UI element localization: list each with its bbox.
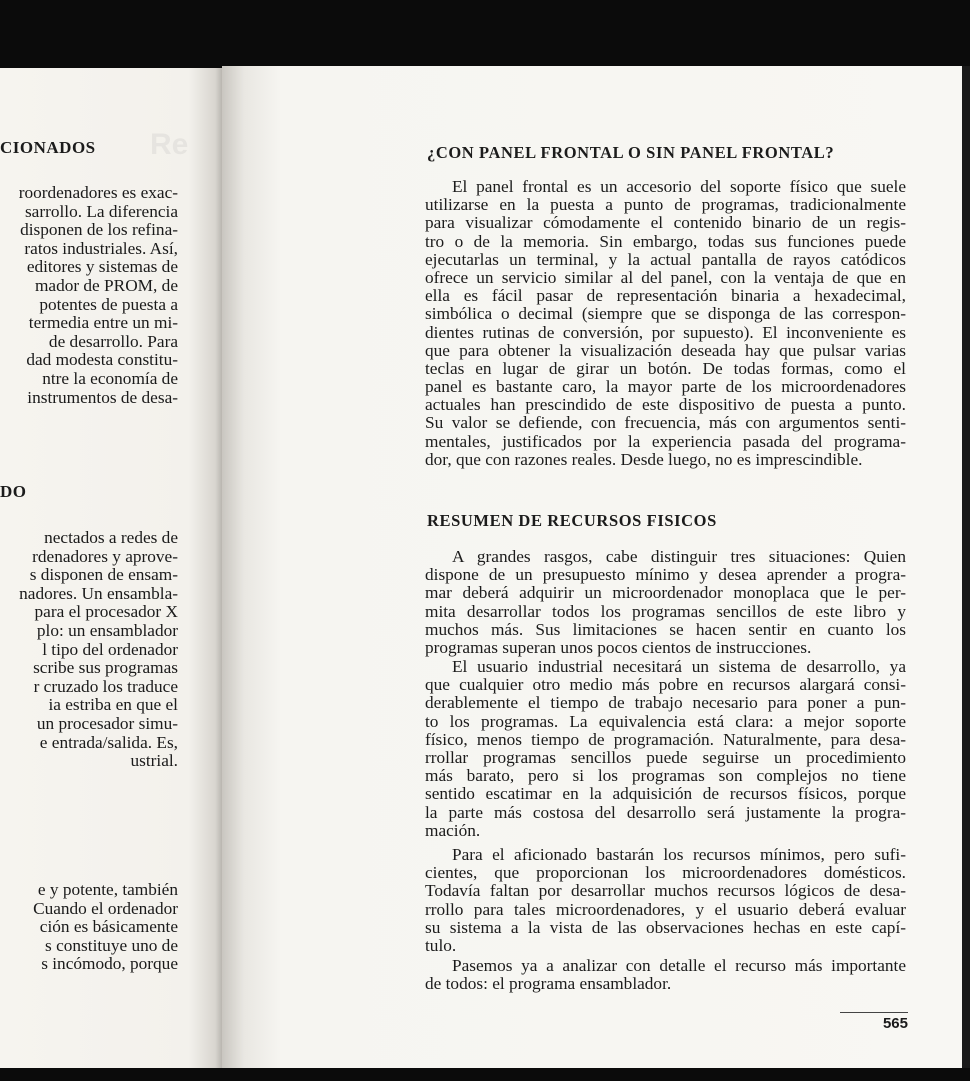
text-line: tro o de la memoria. Sin embargo, todas sus funciones puede: [425, 232, 906, 251]
top-scan-border: [0, 0, 970, 70]
text-line: ción es básicamente: [39, 917, 178, 937]
text-line: mar deberá adquirir un microordenador monoplaca que le per-: [425, 584, 906, 603]
text-line: que para obtener la visualización deseada hay que pulsar varias: [425, 341, 906, 360]
text-line: para el procesador X: [34, 602, 178, 622]
page-number: 565: [882, 1015, 908, 1032]
text-line: Para el aficionado bastarán los recursos mínimos, pero sufi-: [452, 846, 906, 864]
text-line: sentido escatimar en la adquisición de recursos físicos, porque: [425, 785, 906, 804]
left-page: [0, 68, 222, 1068]
text-line: de todos: el programa ensamblador.: [425, 975, 672, 994]
section-heading-recursos-fisicos: RESUMEN DE RECURSOS FISICOS: [427, 511, 717, 530]
text-line: mentales, justificados por la experiencia pasada del programa-: [425, 432, 906, 451]
text-line: tulo.: [425, 936, 457, 955]
text-line: s incómodo, porque: [41, 954, 178, 974]
text-line: ejecutarlas un terminal, y la actual pantalla de rayos catódicos: [425, 250, 906, 269]
left-heading-2: DO: [0, 482, 27, 501]
bleed-through-text: Re: [150, 128, 189, 161]
text-line: e entrada/salida. Es,: [39, 732, 178, 752]
text-line: dientes rutinas de conversión, por supuesto). El inconveniente es: [425, 323, 906, 342]
page-number-rule: [840, 1012, 908, 1013]
text-line: instrumentos de desa-: [27, 387, 178, 407]
section-heading-panel-frontal: ¿CON PANEL FRONTAL O SIN PANEL FRONTAL?: [427, 143, 835, 162]
text-line: plo: un ensamblador: [36, 621, 178, 640]
text-line: sarrollo. La diferencia: [24, 201, 178, 221]
text-line: programas superan unos pocos cientos de instrucciones.: [425, 638, 812, 657]
text-line: simbólica o decimal (siempre que se disponga de las correspon-: [425, 305, 906, 324]
text-line: dad modesta constitu-: [26, 350, 178, 370]
text-line: mador de PROM, de: [34, 276, 178, 295]
text-line: dor, que con razones reales. Desde luego, no es imprescindible.: [425, 450, 863, 469]
text-line: s disponen de ensam-: [29, 565, 178, 585]
text-line: mita desarrollar todos los programas sencillos de este libro y: [425, 602, 906, 621]
paragraph-usuario-industrial: [425, 658, 906, 840]
text-line: Cuando el ordenador: [33, 898, 178, 918]
text-line: El panel frontal es un accesorio del soporte físico que suele: [452, 178, 906, 196]
text-line: cientes, que proporcionan los microordenadores domésticos.: [425, 864, 906, 883]
text-line: A grandes rasgos, cabe distinguir tres situaciones: Quien: [452, 548, 906, 566]
text-line: to los programas. La equivalencia está clara: a mejor soporte: [425, 712, 906, 731]
text-line: ratos industriales. Así,: [24, 238, 178, 258]
text-line: dispone de un presupuesto mínimo y desea aprender a progra-: [425, 566, 906, 585]
paragraph-situaciones: [425, 548, 906, 657]
text-line: su sistema a la vista de las observaciones hechas en este capí-: [425, 918, 906, 937]
text-line: utilizarse en la puesta a punto de programas, tradicionalmente: [425, 196, 906, 215]
text-line: potentes de puesta a: [39, 294, 178, 314]
text-line: ntre la economía de: [42, 369, 178, 388]
text-line: Pasemos ya a analizar con detalle el recurso más importante: [452, 957, 906, 975]
text-line: rrollar programas sencillos puede seguirse un procedimiento: [425, 748, 906, 767]
text-line: scribe sus programas: [33, 658, 178, 678]
text-line: roordenadores es exac-: [18, 183, 178, 202]
text-line: Todavía faltan por desarrollar muchos recursos lógicos de desa-: [425, 882, 906, 901]
paragraph-aficionado: [425, 846, 906, 955]
text-line: editores y sistemas de: [26, 257, 178, 277]
text-line: más barato, pero si los programas son complejos no tiene: [425, 767, 906, 786]
text-line: El usuario industrial necesitará un sistema de desarrollo, ya: [452, 658, 906, 676]
text-line: actuales han prescindido de este dispositivo de puesta a punto.: [425, 396, 906, 415]
text-line: rdenadores y aprove-: [32, 546, 178, 566]
paragraph-panel-frontal: [425, 178, 906, 469]
text-line: de desarrollo. Para: [48, 331, 178, 351]
text-line: ia estriba en que el: [48, 695, 178, 715]
text-line: nadores. Un ensambla-: [19, 583, 178, 603]
text-line: un procesador simu-: [36, 714, 178, 733]
text-line: teclas en lugar de girar un botón. De todas formas, como el: [425, 359, 906, 378]
left-heading-1: CIONADOS: [0, 138, 96, 157]
text-line: muchos más. Sus limitaciones se hacen sentir en cuanto los: [425, 620, 906, 639]
text-line: que cualquier otro medio más pobre en recursos alargará consi-: [425, 676, 906, 695]
text-line: ofrece un servicio similar al del panel, con la ventaja de que en: [425, 268, 906, 287]
text-line: la parte más costosa del desarrollo será justamente la progra-: [425, 803, 906, 822]
text-line: ustrial.: [130, 751, 178, 771]
text-line: mación.: [425, 821, 481, 840]
text-line: nectados a redes de: [44, 528, 178, 547]
text-line: disponen de los refina-: [20, 220, 178, 240]
text-line: panel es bastante caro, la mayor parte de los microordenadores: [425, 378, 906, 397]
text-line: s constituye uno de: [45, 935, 178, 955]
bottom-scan-border: [0, 1066, 970, 1081]
text-line: Su valor se defiende, con frecuencia, más con argumentos senti-: [425, 414, 906, 433]
text-line: ella es fácil pasar de representación binaria a hexadecimal,: [425, 287, 906, 306]
text-line: r cruzado los traduce: [33, 676, 178, 696]
text-line: para visualizar cómodamente el contenido binario de un regis-: [425, 214, 906, 233]
text-line: l tipo del ordenador: [42, 639, 178, 659]
text-line: e y potente, también: [37, 880, 178, 899]
book-edge: [962, 66, 970, 1068]
text-line: termedia entre un mi-: [28, 313, 178, 333]
text-line: físico, menos tiempo de programación. Naturalmente, para desa-: [425, 730, 906, 749]
text-line: rrollo para tales microordenadores, y el usuario deberá evaluar: [425, 900, 906, 919]
text-line: derablemente el tiempo de trabajo necesario para poner a pun-: [425, 694, 906, 713]
paragraph-ensamblador: [425, 957, 906, 993]
